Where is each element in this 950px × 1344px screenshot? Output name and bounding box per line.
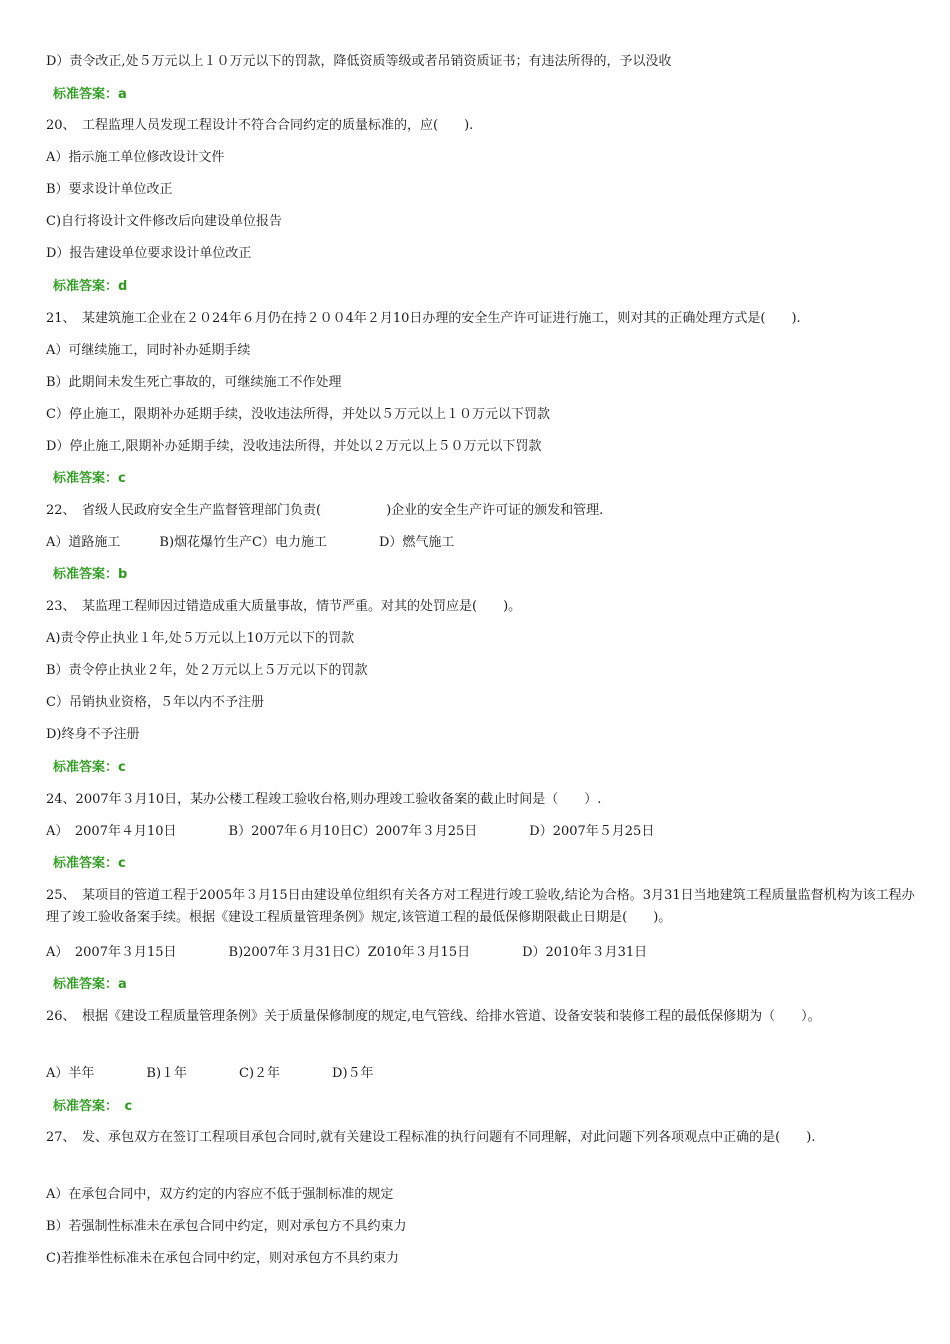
option-line: D）停止施工,限期补办延期手续，没收违法所得，并处以２万元以上５０万元以下罚款 bbox=[46, 439, 542, 454]
option-line: D）责令改正,处５万元以上１０万元以下的罚款，降低资质等级或者吊销资质证书；有违法所得的，予以没收 bbox=[46, 54, 672, 69]
option-line: A） 2007年３月15日 B)2007年３月31日C）Z010年３月15日 D）2010年３月31日 bbox=[46, 945, 648, 960]
question-line: 21、 某建筑施工企业在２０24年６月仍在持２００4年２月10日办理的安全生产许可证进行施工，则对其的正确处理方式是( ). bbox=[46, 311, 801, 326]
option-line: C)若推举性标准未在承包合同中约定，则对承包方不具约束力 bbox=[46, 1251, 400, 1266]
answer-line: 标准答案：c bbox=[53, 471, 126, 486]
question-line: 25、 某项目的管道工程于2005年３月15日由建设单位组织有关各方对工程进行竣工验收,结论为合格。3月31日当地建筑工程质量监督机构为该工程办理了竣工验收备案手续。根据《建设工程质量管理条例》规定,该管道工程的最低保修期限截止日期是( )。 bbox=[46, 888, 915, 925]
answer-line: 标准答案：d bbox=[53, 279, 128, 294]
answer-line: 标准答案：c bbox=[53, 856, 126, 871]
option-line: A） 2007年４月10日 B）2007年６月10日C）2007年３月25日 D）2007年５月25日 bbox=[46, 824, 655, 839]
answer-line: 标准答案：a bbox=[53, 977, 127, 992]
option-line: C)自行将设计文件修改后向建设单位报告 bbox=[46, 214, 283, 229]
option-line: C）吊销执业资格，５年以内不予注册 bbox=[46, 695, 264, 710]
question-line: 27、 发、承包双方在签订工程项目承包合同时,就有关建设工程标准的执行问题有不同理解，对此问题下列各项观点中正确的是( ). bbox=[46, 1130, 816, 1145]
question-line: 20、 工程监理人员发现工程设计不符合合同约定的质量标准的，应( ). bbox=[46, 118, 474, 133]
option-line: A）道路施工 B)烟花爆竹生产C）电力施工 D）燃气施工 bbox=[46, 535, 455, 550]
answer-line: 标准答案：b bbox=[53, 567, 128, 582]
question-line: 24、2007年３月10日，某办公楼工程竣工验收台格,则办理竣工验收备案的截止时间是（ ）. bbox=[46, 792, 602, 807]
option-line: D）报告建设单位要求设计单位改正 bbox=[46, 246, 252, 261]
option-line: B）此期间未发生死亡事故的，可继续施工不作处理 bbox=[46, 375, 342, 390]
option-line: B）要求设计单位改正 bbox=[46, 182, 173, 197]
option-line: B）若强制性标准未在承包合同中约定，则对承包方不具约束力 bbox=[46, 1219, 407, 1234]
option-line: A）半年 B)１年 C)２年 D)５年 bbox=[46, 1066, 374, 1081]
option-line: B）责令停止执业２年，处２万元以上５万元以下的罚款 bbox=[46, 663, 368, 678]
question-line: 22、 省级人民政府安全生产监督管理部门负责( )企业的安全生产许可证的颁发和管理. bbox=[46, 503, 604, 518]
option-line: A）可继续施工，同时补办延期手续 bbox=[46, 343, 251, 358]
answer-line: 标准答案： c bbox=[53, 1099, 133, 1114]
option-line: A)责令停止执业１年,处５万元以上10万元以下的罚款 bbox=[46, 631, 355, 646]
option-line: A）指示施工单位修改设计文件 bbox=[46, 150, 225, 165]
question-line: 23、 某监理工程师因过错造成重大质量事故，情节严重。对其的处罚应是( )。 bbox=[46, 599, 522, 614]
answer-line: 标准答案：a bbox=[53, 87, 127, 102]
option-line: C）停止施工，限期补办延期手续，没收违法所得，并处以５万元以上１０万元以下罚款 bbox=[46, 407, 550, 422]
question-line: 26、 根据《建设工程质量管理条例》关于质量保修制度的规定,电气管线、给排水管道、设备安装和装修工程的最低保修期为（ ）。 bbox=[46, 1009, 821, 1024]
answer-line: 标准答案：c bbox=[53, 760, 126, 775]
option-line: D)终身不予注册 bbox=[46, 727, 140, 742]
option-line: A）在承包合同中，双方约定的内容应不低于强制标准的规定 bbox=[46, 1187, 394, 1202]
